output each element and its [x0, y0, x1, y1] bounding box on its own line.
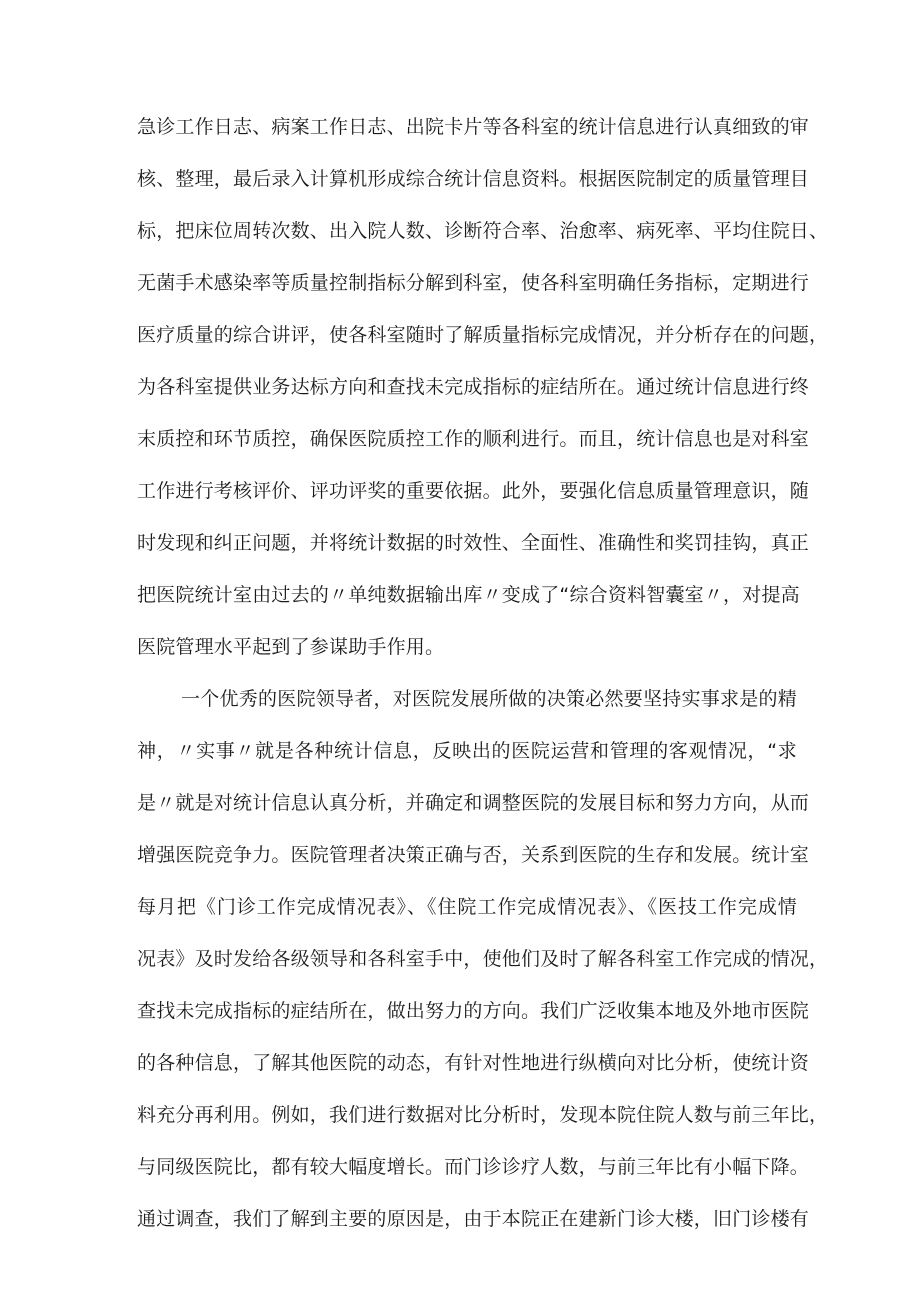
text-line: 神，〃实事〃就是各种统计信息，反映出的医院运营和管理的客观情况，“求: [137, 740, 797, 762]
text-line: 时发现和纠正问题，并将统计数据的时效性、全面性、准确性和奖罚挂钩，真正: [137, 532, 810, 554]
text-line: 医疗质量的综合讲评，使各科室随时了解质量指标完成情况，并分析存在的问题，: [137, 324, 829, 346]
text-line: 核、整理，最后录入计算机形成综合统计信息资料。根据医院制定的质量管理目: [137, 168, 810, 190]
text-line: 每月把《门诊工作完成情况表》、《住院工作完成情况表》、《医技工作完成情: [137, 896, 797, 918]
text-line: 通过调查，我们了解到主要的原因是，由于本院正在建新门诊大楼，旧门诊楼有: [137, 1208, 810, 1230]
text-line: 急诊工作日志、病案工作日志、出院卡片等各科室的统计信息进行认真细致的审: [137, 116, 810, 138]
text-line: 的各种信息，了解其他医院的动态，有针对性地进行纵横向对比分析，使统计资: [137, 1052, 810, 1074]
text-line: 工作进行考核评价、评功评奖的重要依据。此外，要强化信息质量管理意识，随: [137, 480, 810, 502]
text-line: 一个优秀的医院领导者，对医院发展所做的决策必然要坚持实事求是的精: [181, 688, 797, 710]
text-line: 医院管理水平起到了参谋助手作用。: [137, 636, 445, 658]
text-line: 况表》及时发给各级领导和各科室手中，使他们及时了解各科室工作完成的情况，: [137, 948, 829, 970]
text-line: 查找未完成指标的症结所在，做出努力的方向。我们广泛收集本地及外地市医院: [137, 1000, 810, 1022]
text-line: 为各科室提供业务达标方向和查找未完成指标的症结所在。通过统计信息进行终: [137, 376, 810, 398]
text-line: 标，把床位周转次数、出入院人数、诊断符合率、治愈率、病死率、平均住院日、: [137, 220, 829, 242]
text-line: 是〃就是对统计信息认真分析，并确定和调整医院的发展目标和努力方向，从而: [137, 792, 810, 814]
text-line: 与同级医院比，都有较大幅度增长。而门诊诊疗人数，与前三年比有小幅下降。: [137, 1156, 810, 1178]
text-line: 无菌手术感染率等质量控制指标分解到科室，使各科室明确任务指标，定期进行: [137, 272, 810, 294]
text-line: 料充分再利用。例如，我们进行数据对比分析时，发现本院住院人数与前三年比，: [137, 1104, 829, 1126]
text-line: 把医院统计室由过去的〃单纯数据输出库〃变成了“综合资料智囊室〃，对提高: [137, 584, 800, 606]
text-line: 末质控和环节质控，确保医院质控工作的顺利进行。而且，统计信息也是对科室: [137, 428, 810, 450]
text-line: 增强医院竞争力。医院管理者决策正确与否，关系到医院的生存和发展。统计室: [137, 844, 810, 866]
